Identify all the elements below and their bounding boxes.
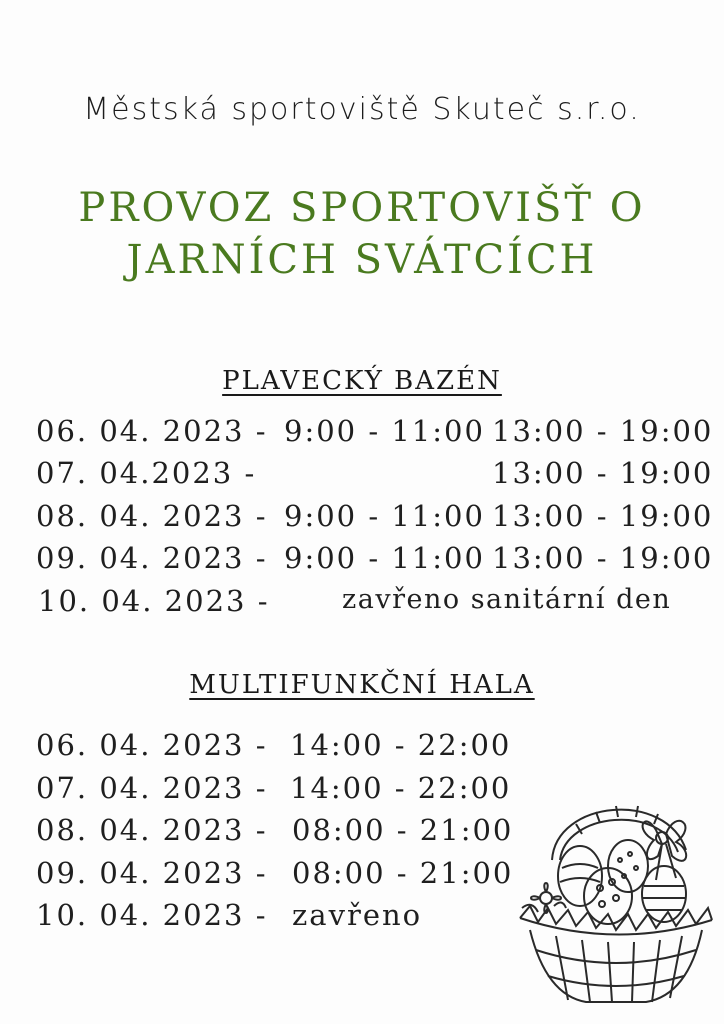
- hall-hours: 14:00 - 22:00: [290, 771, 512, 805]
- hall-heading: MULTIFUNKČNÍ HALA: [189, 670, 535, 700]
- pool-morning: 9:00 - 11:00: [284, 414, 485, 448]
- hall-date: 10. 04. 2023 -: [36, 898, 268, 932]
- pool-afternoon: 13:00 - 19:00: [492, 456, 714, 490]
- hall-hours: 14:00 - 22:00: [290, 728, 512, 762]
- hall-date: 08. 04. 2023 -: [36, 813, 268, 847]
- pool-afternoon: zavřeno sanitární den: [342, 584, 672, 615]
- title-line-2: JARNÍCH SVÁTCÍCH: [126, 237, 598, 283]
- easter-basket-icon: [516, 790, 716, 1010]
- page-title: [0, 182, 724, 286]
- pool-date: 07. 04.2023 -: [36, 456, 257, 490]
- pool-date: 06. 04. 2023 -: [36, 414, 268, 448]
- pool-morning: 9:00 - 11:00: [284, 541, 485, 575]
- pool-afternoon: 13:00 - 19:00: [492, 414, 714, 448]
- hall-hours: 08:00 - 21:00: [292, 856, 514, 890]
- hall-date: 06. 04. 2023 -: [36, 728, 268, 762]
- pool-afternoon: 13:00 - 19:00: [492, 499, 714, 533]
- pool-heading: PLAVECKÝ BAZÉN: [222, 366, 502, 396]
- pool-date: 09. 04. 2023 -: [36, 541, 268, 575]
- pool-morning: 9:00 - 11:00: [284, 499, 485, 533]
- pool-date: 08. 04. 2023 -: [36, 499, 268, 533]
- pool-date: 10. 04. 2023 -: [38, 584, 270, 618]
- company-name: Městská sportoviště Skuteč s.r.o.: [83, 92, 641, 127]
- hall-hours: 08:00 - 21:00: [292, 813, 514, 847]
- pool-afternoon: 13:00 - 19:00: [492, 541, 714, 575]
- hall-date: 09. 04. 2023 -: [36, 856, 268, 890]
- title-line-1: PROVOZ SPORTOVIŠŤ O: [78, 185, 646, 231]
- hall-date: 07. 04. 2023 -: [36, 771, 268, 805]
- hall-hours: zavřeno: [292, 898, 423, 932]
